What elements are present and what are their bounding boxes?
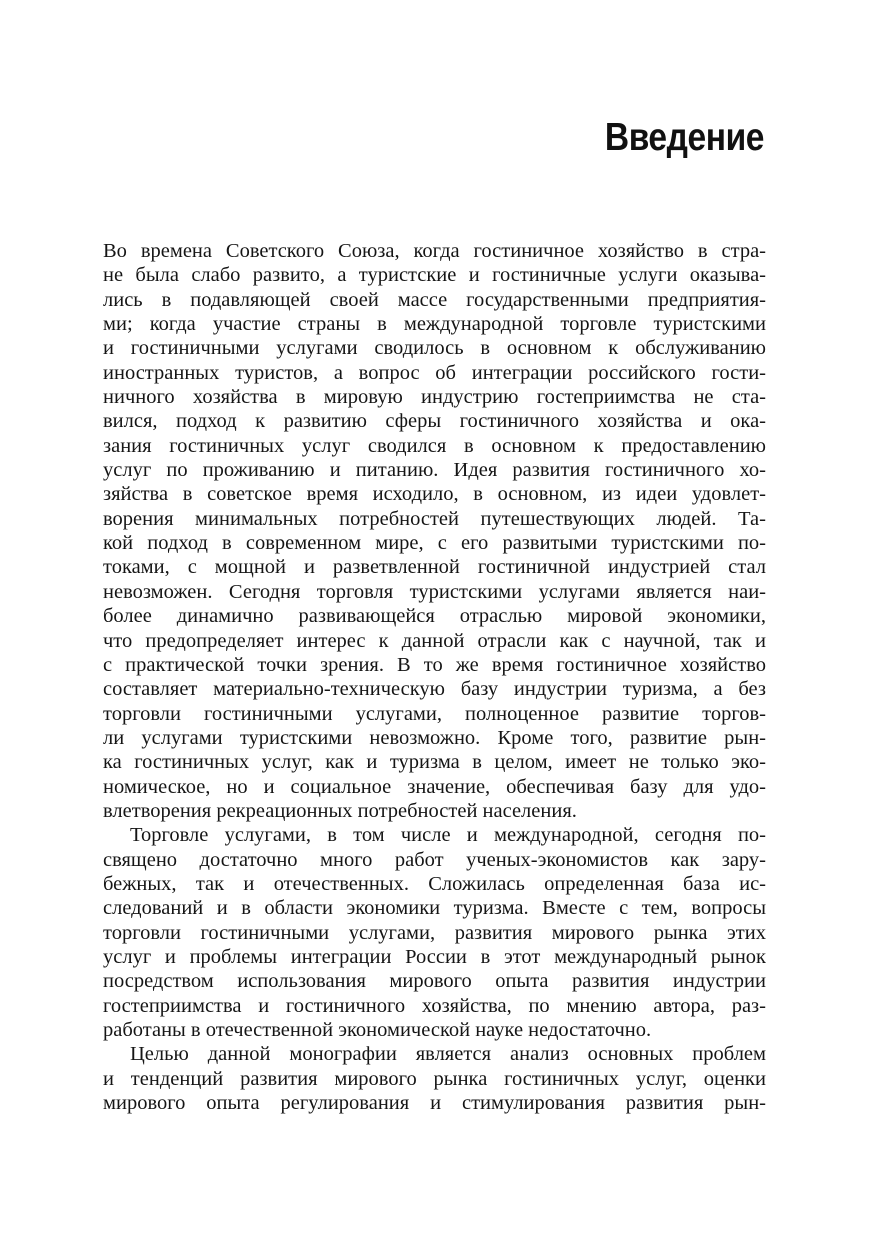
text-line: токами, с мощной и разветвленной гостиничной индустрией стал — [103, 556, 766, 579]
text-line: не была слабо развито, а туристские и гостиничные услуги оказыва- — [103, 264, 766, 287]
text-line: мирового опыта регулирования и стимулирования развития рын- — [103, 1092, 766, 1115]
text-line: составляет материально-техническую базу индустрии туризма, а без — [103, 678, 766, 701]
text-line: Торговле услугами, в том числе и международной, сегодня по- — [130, 824, 766, 847]
paragraph — [103, 1042, 766, 1115]
text-line: ли услугами туристскими невозможно. Кроме того, развитие рын- — [103, 726, 766, 749]
text-line: бежных, так и отечественных. Сложилась определенная база ис- — [103, 872, 766, 895]
text-line: Целью данной монографии является анализ основных проблем — [130, 1043, 766, 1066]
text-line: работаны в отечественной экономической науке недостаточно. — [103, 1019, 652, 1041]
text-line: что предопределяет интерес к данной отрасли как с научной, так и — [103, 629, 766, 652]
text-line: ми; когда участие страны в международной торговле туристскими — [103, 313, 766, 336]
text-line: влетворения рекреационных потребностей населения. — [103, 799, 577, 822]
text-line: услуг по проживанию и питанию. Идея развития гостиничного хо- — [103, 459, 766, 482]
paragraph — [103, 823, 766, 1042]
chapter-heading: Введение — [604, 116, 764, 159]
text-line: торговли гостиничными услугами, развития мирового рынка этих — [103, 921, 766, 944]
text-line: ка гостиничных услуг, как и туризма в целом, имеет не только эко- — [103, 751, 766, 774]
text-line: с практической точки зрения. В то же время гостиничное хозяйство — [103, 653, 766, 676]
text-line: номическое, но и социальное значение, обеспечивая базу для удо- — [103, 775, 766, 798]
text-line: невозможен. Сегодня торговля туристскими услугами является наи- — [103, 580, 766, 603]
text-line: торговли гостиничными услугами, полноценное развитие торгов- — [103, 702, 766, 725]
body-text — [103, 239, 766, 1115]
text-line: следований и в области экономики туризма. Вместе с тем, вопросы — [103, 897, 766, 920]
text-line: и гостиничными услугами сводилось в основном к обслуживанию — [103, 337, 766, 360]
text-line: Во времена Советского Союза, когда гостиничное хозяйство в стра- — [103, 240, 766, 262]
text-line: иностранных туристов, а вопрос об интеграции российского гости- — [103, 361, 766, 384]
text-line: посредством использования мирового опыта развития индустрии — [103, 970, 766, 993]
text-line: зания гостиничных услуг сводился в основном к предоставлению — [103, 434, 766, 457]
text-line: ничного хозяйства в мировую индустрию гостеприимства не ста- — [103, 386, 766, 409]
text-line: услуг и проблемы интеграции России в этот международный рынок — [103, 945, 766, 968]
text-line: лись в подавляющей своей массе государственными предприятия- — [103, 288, 766, 311]
text-line: гостеприимства и гостиничного хозяйства, по мнению автора, раз- — [103, 994, 766, 1017]
text-line: и тенденций развития мирового рынка гостиничных услуг, оценки — [103, 1067, 766, 1090]
text-line: зяйства в советское время исходило, в основном, из идеи удовлет- — [103, 483, 766, 506]
text-line: священо достаточно много работ ученых-экономистов как зару- — [103, 848, 766, 871]
text-line: вился, подход к развитию сферы гостиничного хозяйства и ока- — [103, 410, 766, 433]
paragraph — [103, 239, 766, 823]
text-line: более динамично развивающейся отраслью мировой экономики, — [103, 605, 766, 628]
text-line: ворения минимальных потребностей путешествующих людей. Та- — [103, 507, 766, 530]
text-line: кой подход в современном мире, с его развитыми туристскими по- — [103, 532, 766, 555]
